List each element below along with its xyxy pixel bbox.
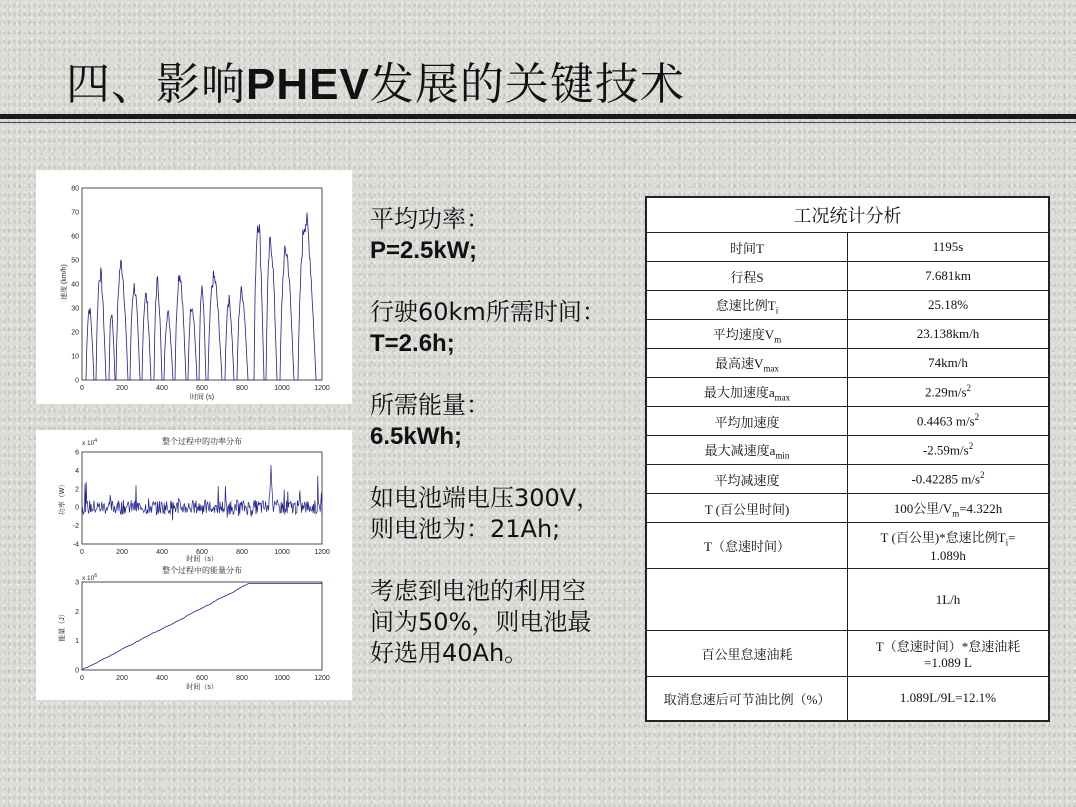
energy-plot-xtick: 800 bbox=[236, 675, 248, 682]
table-row: 怠速比例$T_i$ 25.18% bbox=[646, 291, 1049, 320]
table-row: 百公里怠速油耗 T（怠速时间）*怠速油耗 =1.089 L bbox=[646, 631, 1049, 677]
slide-title: 四、影响PHEV发展的关键技术 bbox=[66, 59, 685, 110]
power-plot-xtick: 200 bbox=[116, 549, 128, 556]
speed-plot-xtick: 200 bbox=[116, 385, 128, 392]
speed-plot-ytick: 40 bbox=[71, 281, 79, 289]
energy-plot-title: 整个过程中的能量分布 bbox=[162, 566, 242, 575]
bullet-battery-capacity: 如电池端电压300V， 则电池为：21Ah; bbox=[370, 484, 601, 543]
title-rule-thick bbox=[0, 114, 1076, 119]
table-row: 平均速度$V_m$ 23.138km/h bbox=[646, 320, 1049, 349]
table-row: 最大减速度$a_{min}$ $-2.59m/s^2$ bbox=[646, 436, 1049, 465]
speed-plot-xtick: 800 bbox=[236, 385, 248, 392]
table-row: T（怠速时间） T (百公里)*怠速比例$T_i=$ 1.089h bbox=[646, 523, 1049, 569]
power-plot-ytick: 0 bbox=[75, 504, 79, 512]
energy-plot-ylabel: 能量（J） bbox=[59, 610, 66, 642]
bullet-battery-selection: 考虑到电池的利用空 间为50%，则电池最 好选用40Ah。 bbox=[370, 577, 592, 667]
speed-plot-ytick: 20 bbox=[71, 329, 79, 337]
speed-plot-ylabel: 速度 (km/h) bbox=[61, 264, 68, 300]
energy-plot-xtick: 1200 bbox=[314, 675, 330, 682]
power-plot-xtick: 400 bbox=[156, 549, 168, 556]
energy-plot-exponent: x $10^6$ bbox=[82, 573, 98, 582]
power-plot-xtick: 1000 bbox=[274, 549, 290, 556]
power-plot-xtick: 600 bbox=[196, 549, 208, 556]
energy-plot-xtick: 200 bbox=[116, 675, 128, 682]
table-row: 行程S 7.681km bbox=[646, 262, 1049, 291]
table-row: 平均加速度 0.4463 $m/s^2$ bbox=[646, 407, 1049, 436]
power-plot-ytick: -4 bbox=[72, 541, 79, 549]
table-row: 取消怠速后可节油比例（%） 1.089L/9L=12.1% bbox=[646, 677, 1049, 721]
energy-plot-xtick: 1000 bbox=[274, 675, 290, 682]
power-plot-xtick: 0 bbox=[80, 549, 84, 556]
speed-plot-ytick: 60 bbox=[71, 233, 79, 241]
energy-plot-xtick: 400 bbox=[156, 675, 168, 682]
speed-plot-ytick: 50 bbox=[71, 257, 79, 265]
power-plot-xlabel: 时间（s） bbox=[186, 556, 218, 563]
energy-plot-xtick: 0 bbox=[80, 675, 84, 682]
speed-plot bbox=[36, 170, 352, 404]
power-plot-ytick: -2 bbox=[72, 523, 79, 531]
table-header: 工况统计分析 bbox=[646, 197, 1049, 233]
speed-plot-ytick: 30 bbox=[71, 305, 79, 313]
table-row: 时间T 1195s bbox=[646, 233, 1049, 262]
energy-plot-xlabel: 时间（s） bbox=[186, 684, 218, 691]
table-row: 最高速$V_{max}$ 74km/h bbox=[646, 349, 1049, 378]
power-plot-xtick: 800 bbox=[236, 549, 248, 556]
power-plot-ytick: 6 bbox=[75, 449, 79, 457]
speed-plot-xtick: 1200 bbox=[314, 385, 330, 392]
bullet-energy: 所需能量： 6.5kWh; bbox=[370, 391, 490, 450]
key-calculations bbox=[370, 204, 630, 669]
table-row: 平均减速度 -0.42285 $m/s^2$ bbox=[646, 465, 1049, 494]
table-row: 最大加速度$a_{max}$ $2.29m/s^2$ bbox=[646, 378, 1049, 407]
speed-plot-ytick: 0 bbox=[75, 377, 79, 385]
energy-plot-ytick: 1 bbox=[75, 638, 79, 646]
speed-plot-ytick: 70 bbox=[71, 209, 79, 217]
energy-plot-ytick: 2 bbox=[75, 608, 79, 616]
energy-plot-ytick: 0 bbox=[75, 667, 79, 675]
speed-plot-xtick: 400 bbox=[156, 385, 168, 392]
power-plot-exponent: x $10^4$ bbox=[82, 438, 98, 447]
speed-plot-xtick: 600 bbox=[196, 385, 208, 392]
power-energy-plots bbox=[36, 430, 352, 700]
table-row: T (百公里时间) 100公里$/V_m=4.322h$ bbox=[646, 494, 1049, 523]
energy-plot-ytick: 3 bbox=[75, 579, 79, 587]
title-rule-thin bbox=[0, 122, 1076, 123]
speed-plot-ytick: 10 bbox=[71, 353, 79, 361]
speed-plot-xlabel: 时间 (s) bbox=[189, 394, 215, 401]
driving-cycle-stats-table bbox=[645, 196, 1050, 722]
power-plot-ylabel: 功率（W） bbox=[59, 480, 66, 516]
speed-plot-xtick: 0 bbox=[80, 385, 84, 392]
power-plot-ytick: 2 bbox=[75, 486, 79, 494]
energy-plot-xtick: 600 bbox=[196, 675, 208, 682]
bullet-average-power: 平均功率： P=2.5kW; bbox=[370, 205, 490, 264]
power-plot-title: 整个过程中的功率分布 bbox=[162, 437, 242, 446]
table-row: 1L/h bbox=[646, 569, 1049, 631]
power-plot-ytick: 4 bbox=[75, 467, 79, 475]
speed-plot-ytick: 80 bbox=[71, 185, 79, 193]
power-plot-xtick: 1200 bbox=[314, 549, 330, 556]
bullet-drive-time: 行驶60km所需时间： T=2.6h; bbox=[370, 298, 606, 357]
speed-plot-xtick: 1000 bbox=[274, 385, 290, 392]
